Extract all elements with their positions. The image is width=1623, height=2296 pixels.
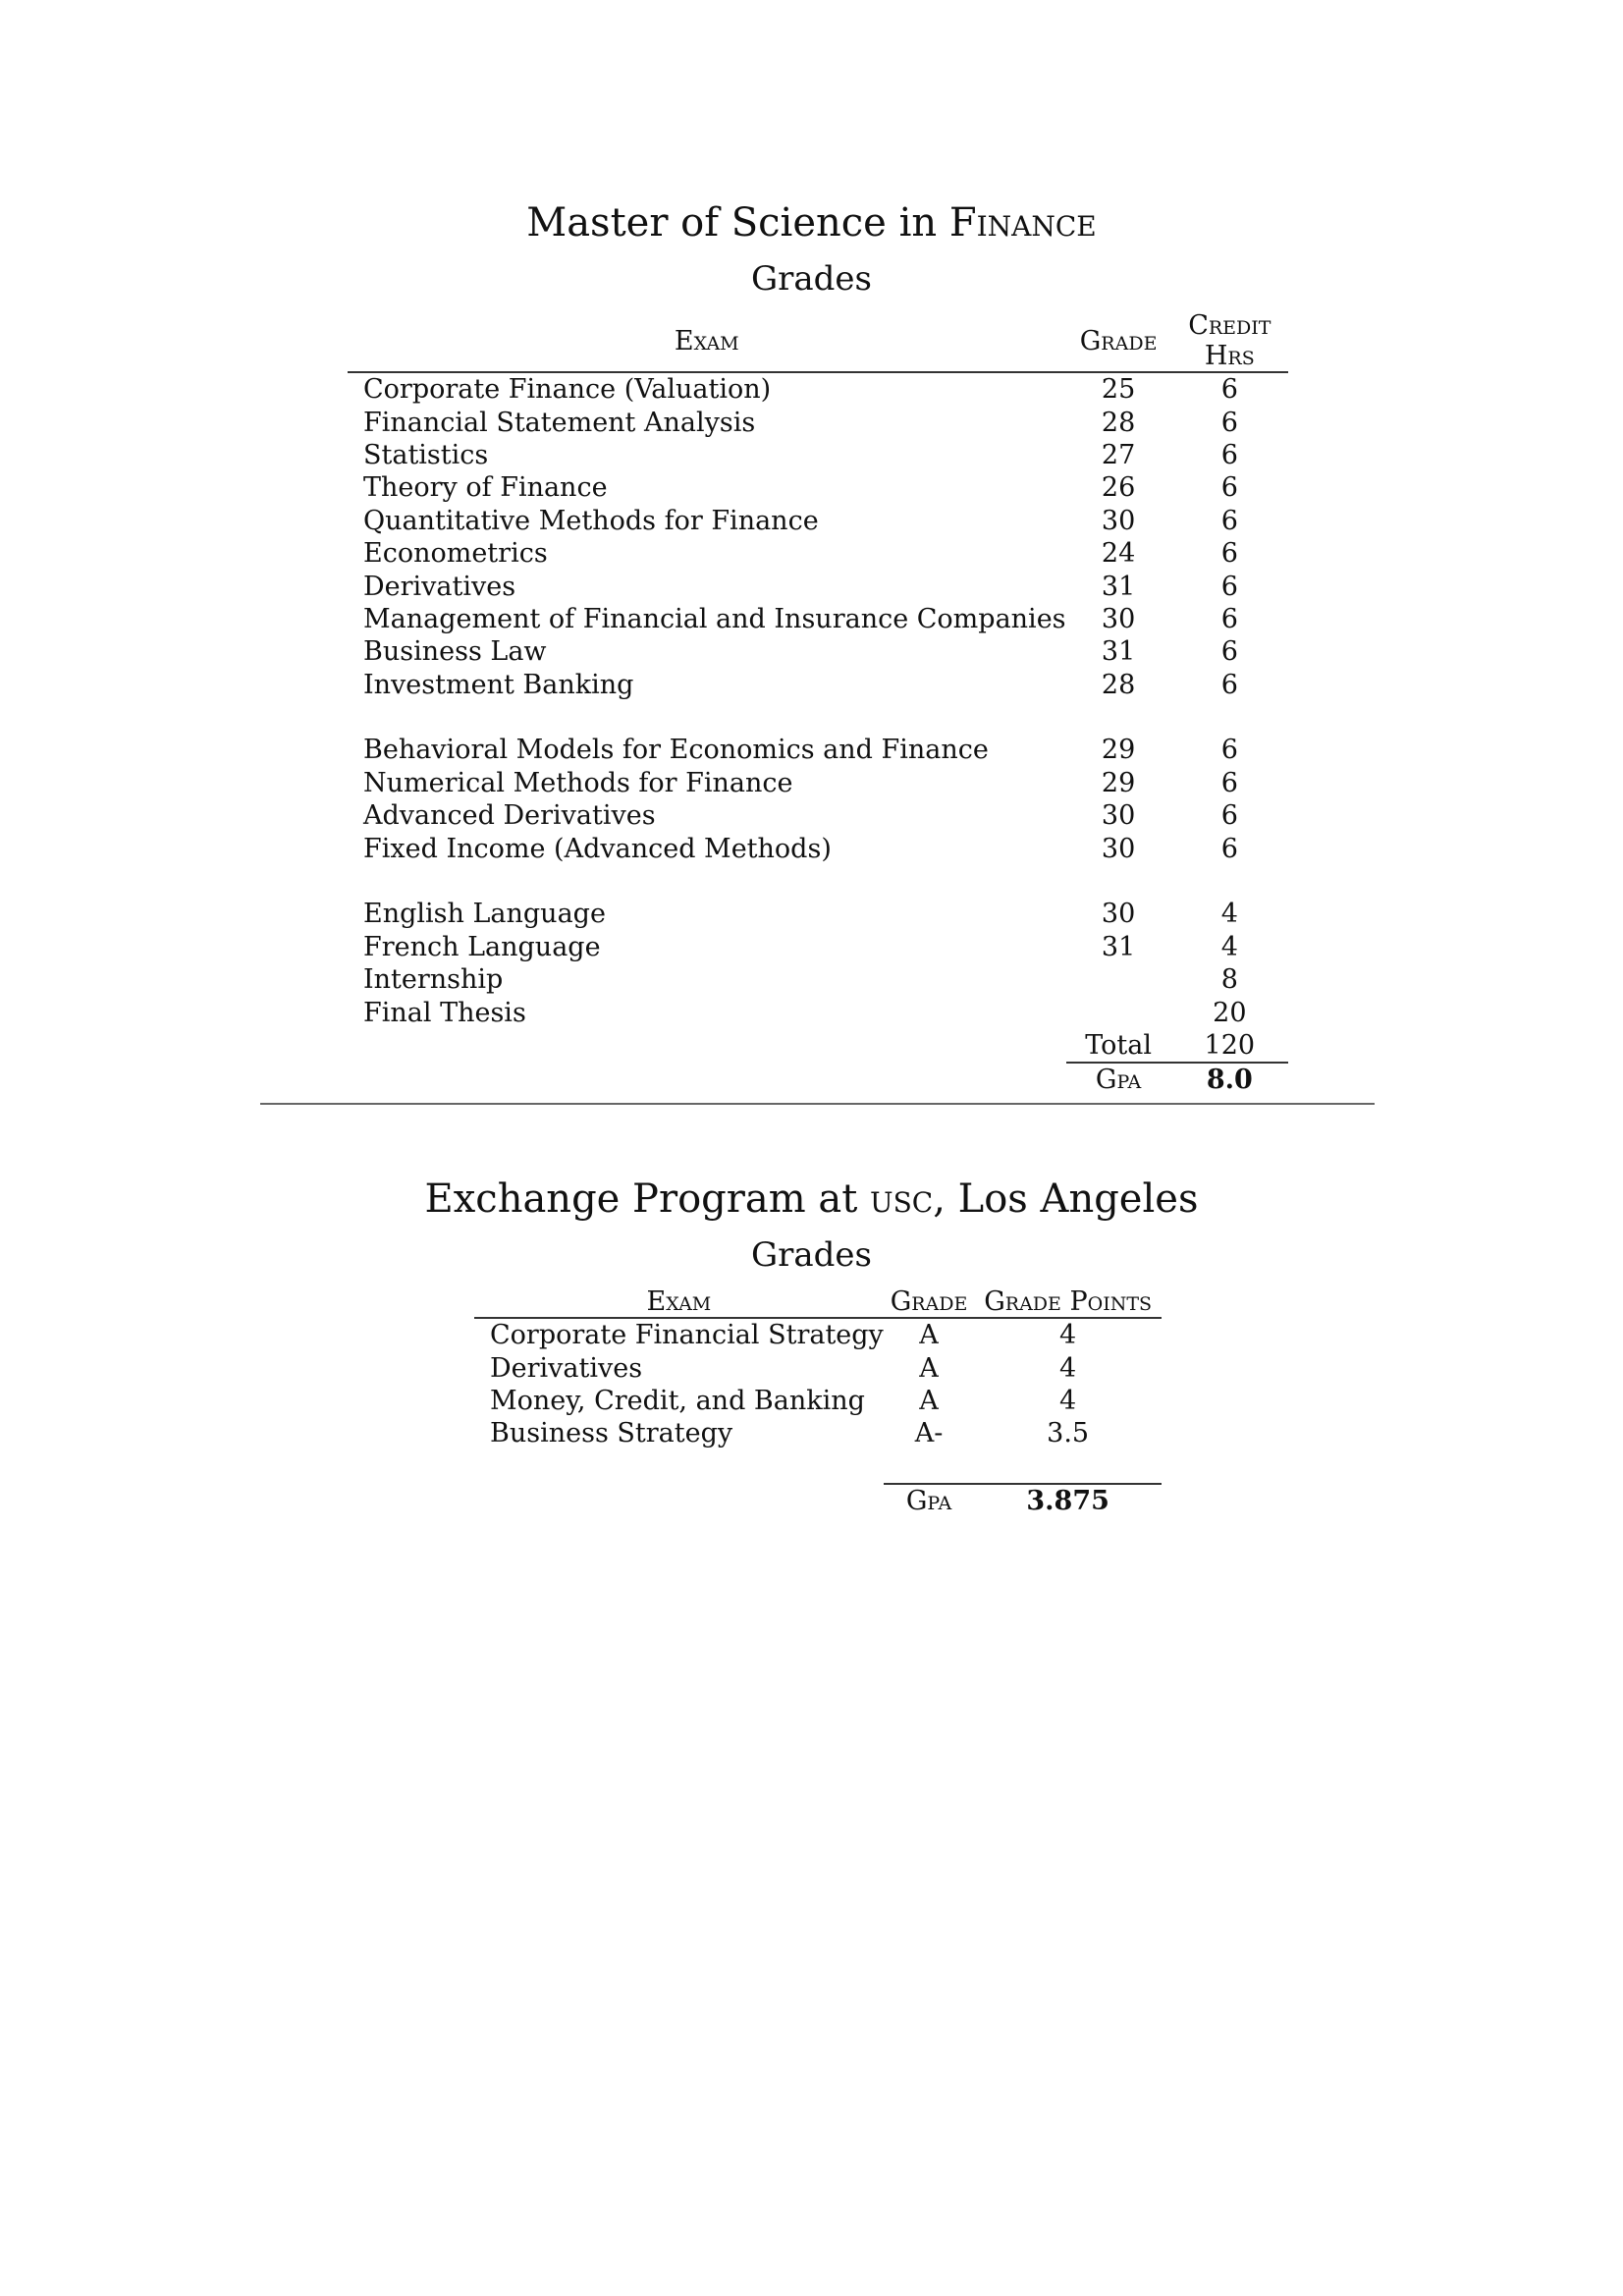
exam-name: Statistics <box>363 439 489 470</box>
spacer-cell <box>1066 865 1171 898</box>
exam-grade: A- <box>914 1418 944 1449</box>
exam-credits: 6 <box>1220 800 1238 832</box>
exam-credits: 6 <box>1220 603 1238 634</box>
exam-name: Numerical Methods for Finance <box>363 767 793 798</box>
spacer-cell <box>348 701 1066 734</box>
exam-credits: 6 <box>1220 767 1238 798</box>
section1-title-prefix: Master of Science in <box>526 200 938 246</box>
table-row <box>474 1318 1162 1351</box>
exam-grade: 27 <box>1101 439 1136 470</box>
exam-credits: 6 <box>1220 669 1238 700</box>
section1-subtitle: Grades <box>750 259 873 299</box>
exam-credits: 4 <box>1220 899 1238 930</box>
exam-credits: 6 <box>1220 505 1238 536</box>
exam-grade <box>1066 996 1171 1028</box>
exam-grade: 28 <box>1101 669 1136 700</box>
exam-credits: 6 <box>1220 636 1238 668</box>
grades-table-exchange <box>474 1286 1162 1517</box>
exam-grade: 29 <box>1101 735 1136 766</box>
group-spacer <box>474 1450 1162 1484</box>
section2-title-prefix: Exchange Program at <box>424 1176 858 1222</box>
exam-grade: 30 <box>1101 833 1136 864</box>
exam-name: Financial Statement Analysis <box>363 407 756 438</box>
section2-title <box>0 1176 1623 1222</box>
exam-credits: 6 <box>1220 439 1238 470</box>
group-spacer <box>348 865 1288 898</box>
total-label: Total <box>1085 1030 1152 1061</box>
table-row <box>348 570 1288 602</box>
exam-name: Derivatives <box>363 571 516 602</box>
exam-credits: 8 <box>1220 964 1238 996</box>
exam-credits: 6 <box>1220 407 1238 438</box>
table-row <box>474 1351 1162 1384</box>
exam-name: Econometrics <box>363 538 548 570</box>
section1-title-program: Finance <box>948 200 1097 246</box>
exam-name: Investment Banking <box>363 669 634 700</box>
exam-name: Internship <box>363 964 504 996</box>
table-row <box>348 963 1288 996</box>
table-row <box>348 505 1288 537</box>
exam-name: Quantitative Methods for Finance <box>363 505 819 536</box>
spacer-cell <box>884 1450 974 1484</box>
exam-points: 4 <box>1059 1320 1077 1351</box>
gpa-row <box>348 1063 1288 1096</box>
grades-table-finance <box>348 310 1288 1097</box>
header-credits: Credit Hrs <box>1171 310 1288 372</box>
header-points: Grade Points <box>974 1286 1162 1318</box>
header-exam: Exam <box>348 310 1066 372</box>
spacer-cell <box>974 1450 1162 1484</box>
exam-grade: 28 <box>1101 407 1136 438</box>
exam-grade: 26 <box>1101 472 1136 504</box>
exam-grade: 31 <box>1101 571 1136 602</box>
exam-grade: 25 <box>1101 374 1136 406</box>
table-row <box>348 537 1288 570</box>
table-row <box>348 767 1288 799</box>
exam-name: Theory of Finance <box>363 472 608 504</box>
section2-subtitle: Grades <box>750 1235 873 1275</box>
table-header <box>474 1286 1162 1318</box>
spacer-cell <box>348 865 1066 898</box>
spacer-cell <box>1171 865 1288 898</box>
spacer-cell <box>474 1450 884 1484</box>
exam-name: Business Strategy <box>490 1418 733 1449</box>
exam-name: Advanced Derivatives <box>363 800 656 832</box>
exam-name: Corporate Finance (Valuation) <box>363 374 772 406</box>
exam-grade <box>1066 963 1171 996</box>
exam-credits: 6 <box>1220 571 1238 602</box>
group-spacer <box>348 701 1288 734</box>
header-grade: Grade <box>1066 310 1171 372</box>
exam-grade: A <box>919 1352 939 1384</box>
gpa-row <box>474 1484 1162 1517</box>
spacer-cell <box>1066 701 1171 734</box>
exam-grade: 31 <box>1101 931 1136 962</box>
gpa-value: 3.875 <box>974 1484 1162 1517</box>
table-row <box>348 635 1288 668</box>
table-header <box>348 310 1288 372</box>
table-row <box>474 1417 1162 1449</box>
table-row <box>348 603 1288 635</box>
table-row <box>348 898 1288 930</box>
exam-grade: 30 <box>1101 899 1136 930</box>
exam-name: English Language <box>363 899 606 930</box>
exam-name: Management of Financial and Insurance Companies <box>363 603 1066 634</box>
exam-credits: 6 <box>1220 374 1238 406</box>
exam-credits: 6 <box>1220 735 1238 766</box>
exam-grade: 24 <box>1101 538 1136 570</box>
empty-cell <box>348 1029 1066 1063</box>
exam-credits: 20 <box>1213 997 1247 1028</box>
exam-points: 3.5 <box>1047 1418 1090 1449</box>
section2-title-school: usc <box>870 1176 934 1222</box>
table-row <box>348 734 1288 766</box>
table-row <box>474 1385 1162 1417</box>
table-row <box>348 931 1288 963</box>
empty-cell <box>348 1063 1066 1096</box>
table-row <box>348 471 1288 504</box>
exam-points: 4 <box>1059 1385 1077 1416</box>
total-value: 120 <box>1204 1030 1256 1061</box>
exam-name: French Language <box>363 931 601 962</box>
section-divider <box>260 1103 1375 1105</box>
gpa-label: Gpa <box>884 1484 974 1517</box>
exam-name: Fixed Income (Advanced Methods) <box>363 833 832 864</box>
gpa-value: 8.0 <box>1171 1063 1288 1096</box>
exam-name: Money, Credit, and Banking <box>490 1385 865 1416</box>
table-row <box>348 372 1288 406</box>
exam-grade: 30 <box>1101 603 1136 634</box>
table-row <box>348 832 1288 864</box>
exam-credits: 6 <box>1220 833 1238 864</box>
exam-name: Behavioral Models for Economics and Finance <box>363 735 989 766</box>
exam-grade: 31 <box>1101 636 1136 668</box>
total-row <box>348 1029 1288 1063</box>
exam-credits: 4 <box>1220 931 1238 962</box>
exam-grade: A <box>919 1385 939 1416</box>
exam-name: Corporate Financial Strategy <box>490 1320 884 1351</box>
exam-grade: 29 <box>1101 767 1136 798</box>
exam-grade: A <box>919 1320 939 1351</box>
section1-title <box>0 200 1623 246</box>
table-row <box>348 996 1288 1028</box>
exam-grade: 30 <box>1101 505 1136 536</box>
header-grade: Grade <box>884 1286 974 1318</box>
exam-credits: 6 <box>1220 538 1238 570</box>
empty-cell <box>474 1484 884 1517</box>
section2-title-suffix: , Los Angeles <box>933 1176 1199 1222</box>
exam-name: Business Law <box>363 636 547 668</box>
exam-grade: 30 <box>1101 800 1136 832</box>
exam-name: Derivatives <box>490 1352 643 1384</box>
spacer-cell <box>1171 701 1288 734</box>
exam-credits: 6 <box>1220 472 1238 504</box>
exam-points: 4 <box>1059 1352 1077 1384</box>
table-row <box>348 799 1288 832</box>
table-row <box>348 406 1288 438</box>
table-row <box>348 439 1288 471</box>
gpa-label: Gpa <box>1066 1063 1171 1096</box>
header-exam: Exam <box>474 1286 884 1318</box>
table-row <box>348 669 1288 701</box>
exam-name: Final Thesis <box>363 997 526 1028</box>
